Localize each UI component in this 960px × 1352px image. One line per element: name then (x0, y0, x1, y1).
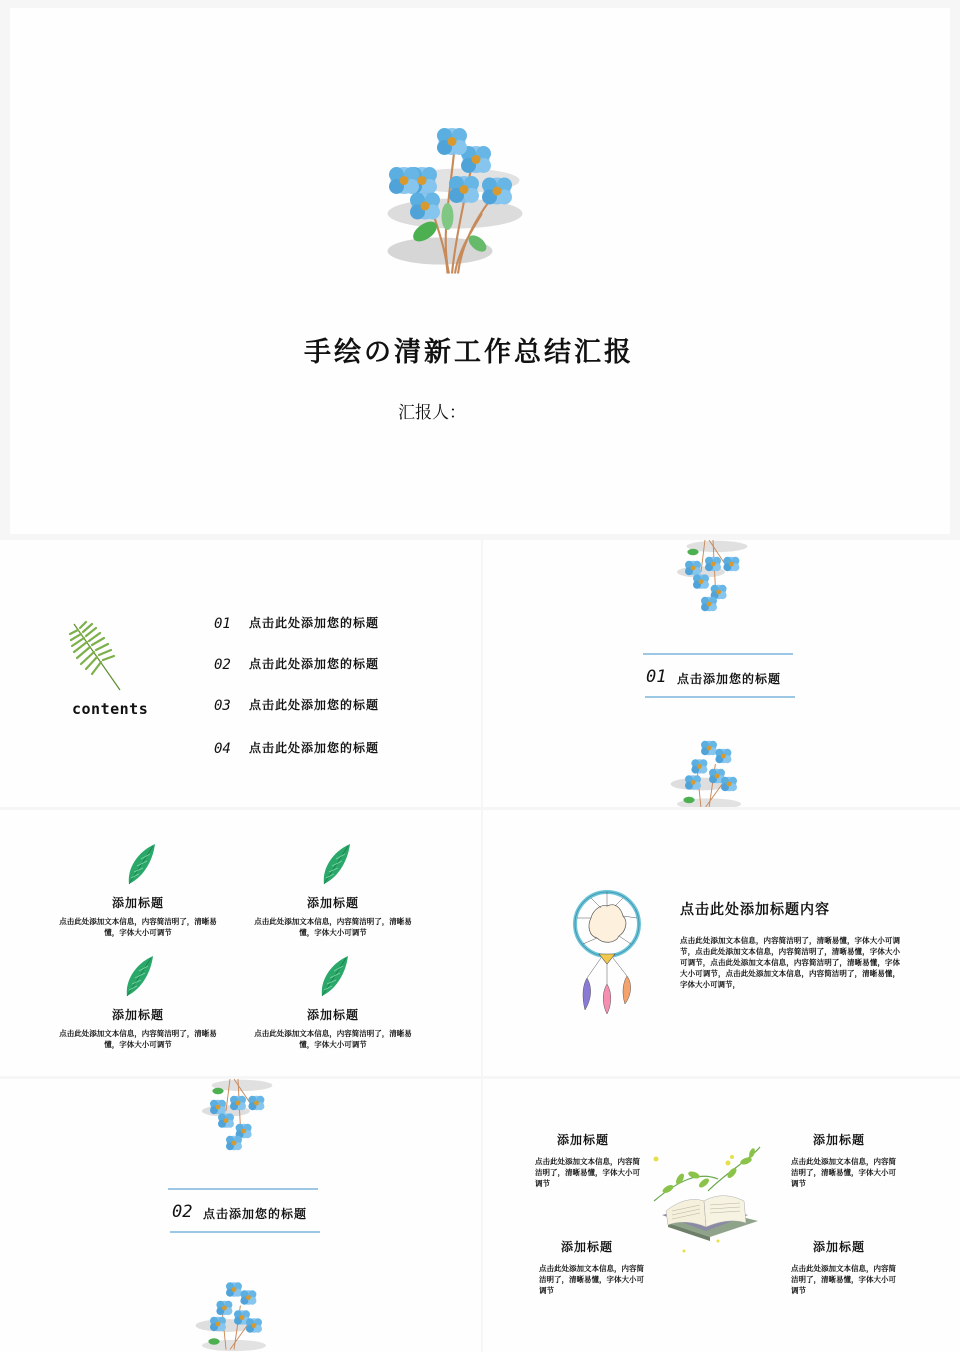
block-body: 点击此处添加文本信息，内容简洁明了，清晰易懂，字体大小可调节 (791, 1264, 896, 1295)
fern-leaf-icon (68, 620, 126, 692)
text-block-2[interactable] (791, 1131, 901, 1189)
section-heading[interactable] (172, 1202, 308, 1222)
toc-item-4[interactable] (214, 738, 380, 757)
section-number: 02 (172, 1202, 193, 1222)
toc-item-1[interactable] (214, 613, 380, 632)
feather-icon (316, 956, 352, 998)
presentation-title: 手绘の清新工作总结汇报 (304, 337, 634, 368)
toc-label: 点击此处添加您的标题 (249, 657, 380, 671)
slide-four-cards[interactable] (0, 810, 481, 1076)
slide-cover[interactable] (10, 8, 950, 534)
section-label: 点击添加您的标题 (677, 672, 782, 686)
block-title: 添加标题 (561, 1240, 614, 1254)
card-title: 添加标题 (306, 896, 359, 910)
book-illustration (648, 1141, 768, 1261)
contents-heading: contents (72, 700, 149, 718)
toc-item-3[interactable] (214, 695, 380, 714)
flower-bouquet-illustration (669, 736, 749, 807)
slide-section-02[interactable] (0, 1079, 481, 1352)
flower-bouquet-illustration (194, 1275, 274, 1352)
card-body: 点击此处添加文本信息，内容简洁明了，清晰易懂，字体大小可调节 (59, 1029, 217, 1049)
toc-item-2[interactable] (214, 654, 380, 673)
toc-number: 03 (214, 698, 231, 714)
content-title: 点击此处添加标题内容 (680, 902, 830, 918)
toc-label: 点击此处添加您的标题 (249, 741, 380, 755)
card-title: 添加标题 (111, 1008, 164, 1022)
section-number: 01 (646, 667, 667, 687)
toc-number: 04 (214, 741, 231, 757)
block-title: 添加标题 (813, 1240, 866, 1254)
hanging-flowers-illustration (669, 540, 749, 612)
divider-top (168, 1188, 318, 1190)
slide-contents[interactable] (0, 540, 481, 807)
toc-number: 01 (214, 616, 231, 632)
content-paragraph: 点击此处添加文本信息，内容简洁明了，清晰易懂，字体大小可调节，点击此处添加文本信息，内容简洁明了，清晰易懂，字体大小可调节，点击此处添加文本信息，内容简洁明了，清晰易懂，字体大小可调节，点击此处添加文本信息，内容简洁明了，清晰易懂，字体大小可调节， (680, 936, 900, 989)
section-label: 点击添加您的标题 (203, 1207, 308, 1221)
divider-top (643, 653, 793, 655)
divider-bottom (170, 1231, 320, 1233)
block-title: 添加标题 (813, 1133, 866, 1147)
toc-label: 点击此处添加您的标题 (249, 616, 380, 630)
block-title: 添加标题 (557, 1133, 610, 1147)
flower-bouquet-illustration (380, 106, 530, 306)
block-body: 点击此处添加文本信息，内容简洁明了，清晰易懂，字体大小可调节 (535, 1157, 640, 1188)
reporter-label: 汇报人： (398, 403, 466, 423)
card-body: 点击此处添加文本信息，内容简洁明了，清晰易懂，字体大小可调节 (254, 1029, 412, 1049)
dreamcatcher-illustration (571, 888, 643, 1016)
block-body: 点击此处添加文本信息，内容简洁明了，清晰易懂，字体大小可调节 (539, 1264, 644, 1295)
feather-icon (123, 844, 159, 886)
slide-section-01[interactable] (483, 540, 960, 807)
text-block-4[interactable] (791, 1238, 901, 1296)
slide-book-blocks[interactable] (483, 1079, 960, 1352)
feather-icon (121, 956, 157, 998)
text-block-1[interactable] (535, 1131, 645, 1189)
slide-dreamcatcher[interactable] (483, 810, 960, 1076)
section-heading[interactable] (646, 667, 782, 687)
card-body: 点击此处添加文本信息，内容简洁明了，清晰易懂，字体大小可调节 (254, 917, 412, 937)
hanging-flowers-illustration (194, 1079, 274, 1151)
toc-number: 02 (214, 657, 231, 673)
block-body: 点击此处添加文本信息，内容简洁明了，清晰易懂，字体大小可调节 (791, 1157, 896, 1188)
toc-label: 点击此处添加您的标题 (249, 698, 380, 712)
card-body: 点击此处添加文本信息，内容简洁明了，清晰易懂，字体大小可调节 (59, 917, 217, 937)
text-block-3[interactable] (539, 1238, 649, 1296)
card-title: 添加标题 (306, 1008, 359, 1022)
divider-bottom (645, 696, 795, 698)
feather-icon (318, 844, 354, 886)
card-title: 添加标题 (111, 896, 164, 910)
